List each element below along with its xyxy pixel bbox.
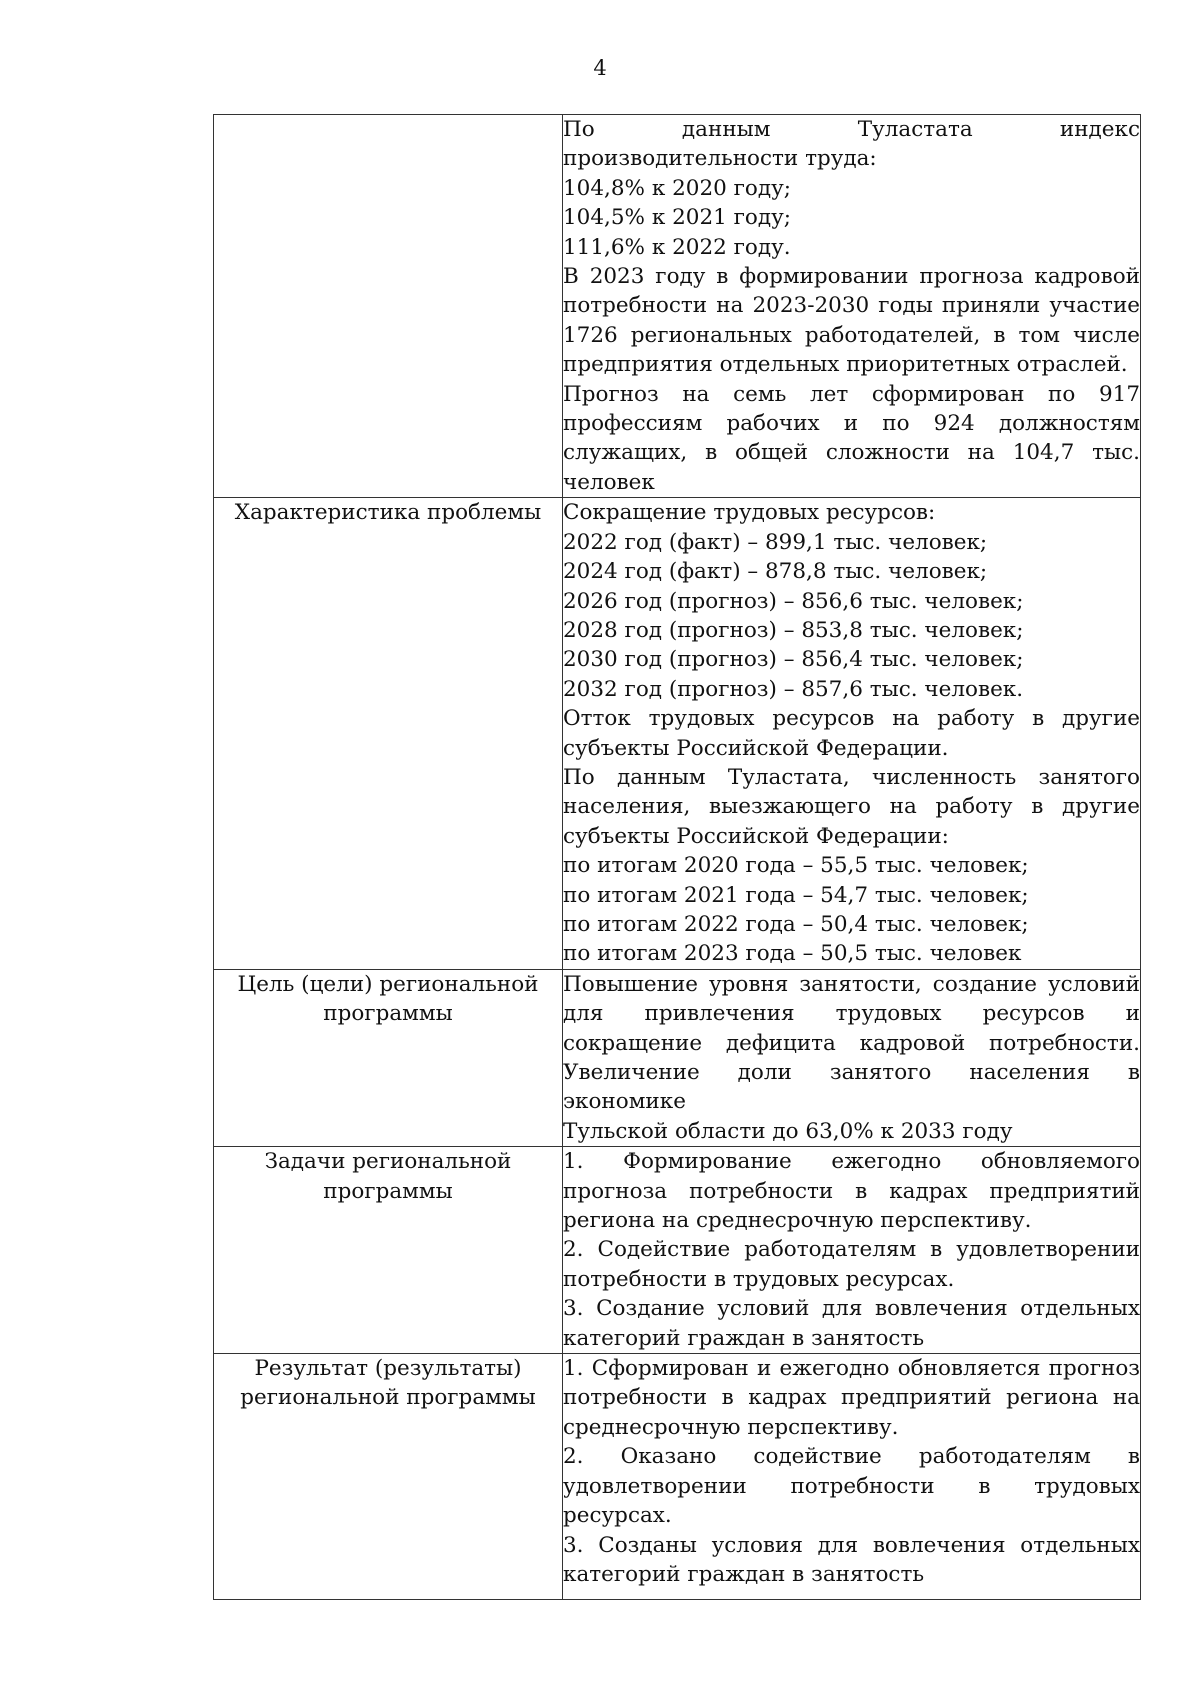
paragraph [563, 174, 1140, 203]
text-line: 104,5% к 2021 году; [563, 205, 791, 231]
paragraph [563, 1442, 1140, 1530]
row-problem-description [214, 498, 1141, 970]
text-line: человек [563, 469, 655, 495]
text-line: по итогам 2023 года – 50,5 тыс. человек [563, 941, 1022, 967]
paragraph [563, 587, 1140, 616]
text-line: 2. Содействие работодателям в удовлетворении [563, 1237, 1140, 1263]
text-line: Прогноз на семь лет сформирован по 917 [563, 381, 1140, 407]
paragraph [563, 380, 1140, 498]
text-line: 1. Формирование ежегодно обновляемого [563, 1149, 1140, 1175]
row-label-cell [214, 498, 563, 970]
text-line: 1726 региональных работодателей, в том числе [563, 322, 1140, 348]
paragraph [563, 939, 1140, 968]
paragraph [563, 910, 1140, 939]
paragraph [563, 1058, 1140, 1146]
text-line: производительности труда: [563, 146, 877, 172]
row-label: Цель (цели) региональной программы [237, 971, 539, 1027]
paragraph [563, 1531, 1140, 1590]
text-line: региона на среднесрочную перспективу. [563, 1208, 1032, 1234]
paragraph [563, 704, 1140, 763]
paragraph [563, 616, 1140, 645]
paragraph [563, 557, 1140, 586]
text-line: 2. Оказано содействие работодателям в [563, 1444, 1140, 1470]
paragraph [563, 645, 1140, 674]
text-line: по итогам 2021 года – 54,7 тыс. человек; [563, 882, 1029, 908]
row-content-cell [563, 1147, 1141, 1354]
text-line: субъекты Российской Федерации. [563, 735, 949, 761]
text-line: среднесрочную перспективу. [563, 1414, 899, 1440]
text-line: сокращение дефицита кадровой потребности. [563, 1030, 1140, 1056]
text-line: потребности в трудовых ресурсах. [563, 1266, 955, 1292]
program-passport-table [213, 114, 1141, 1600]
row-program-goals [214, 969, 1141, 1146]
paragraph [563, 498, 1140, 527]
row-content-cell [563, 115, 1141, 498]
paragraph [563, 1354, 1140, 1442]
paragraph [563, 763, 1140, 851]
row-content-cell [563, 498, 1141, 970]
text-line: В 2023 году в формировании прогноза кадровой [563, 264, 1140, 290]
text-line: по итогам 2020 года – 55,5 тыс. человек; [563, 853, 1029, 879]
text-line: Тульской области до 63,0% к 2033 году [563, 1118, 1013, 1144]
paragraph [563, 851, 1140, 880]
text-line: 2022 год (факт) – 899,1 тыс. человек; [563, 529, 988, 555]
row-label-cell [214, 115, 563, 498]
row-label-cell [214, 969, 563, 1146]
text-line: потребности на 2023-2030 годы приняли участие [563, 293, 1140, 319]
text-line: для привлечения трудовых ресурсов и [563, 1001, 1140, 1027]
row-content-cell [563, 969, 1141, 1146]
paragraph [563, 1147, 1140, 1235]
text-line: Повышение уровня занятости, создание условий [563, 971, 1140, 997]
page-number: 4 [593, 56, 607, 80]
text-line: по итогам 2022 года – 50,4 тыс. человек; [563, 911, 1029, 937]
text-line: По данным Туластата, численность занятого [563, 764, 1140, 790]
row-label-cell [214, 1354, 563, 1600]
row-label-cell [214, 1147, 563, 1354]
row-program-tasks [214, 1147, 1141, 1354]
text-line: ресурсах. [563, 1503, 672, 1529]
row-labour-productivity [214, 115, 1141, 498]
text-line: 2026 год (прогноз) – 856,6 тыс. человек; [563, 588, 1024, 614]
paragraph [563, 233, 1140, 262]
paragraph [563, 262, 1140, 380]
text-line: 111,6% к 2022 году. [563, 234, 791, 260]
text-line: Увеличение доли занятого населения в экономике [563, 1060, 1140, 1115]
text-line: населения, выезжающего на работу в другие [563, 794, 1140, 820]
paragraph [563, 970, 1140, 1058]
text-line: Сокращение трудовых ресурсов: [563, 500, 936, 526]
text-line: 104,8% к 2020 году; [563, 175, 791, 201]
text-line: 2030 год (прогноз) – 856,4 тыс. человек; [563, 647, 1024, 673]
paragraph [563, 881, 1140, 910]
text-line: категорий граждан в занятость [563, 1325, 925, 1351]
text-line: потребности в кадрах предприятий региона на [563, 1385, 1140, 1411]
text-line: 3. Создание условий для вовлечения отдельных [563, 1296, 1140, 1322]
text-line: прогноза потребности в кадрах предприятий [563, 1178, 1140, 1204]
text-line: удовлетворении потребности в трудовых [563, 1473, 1140, 1499]
text-line: служащих, в общей сложности на 104,7 тыс. [563, 440, 1140, 466]
row-label: Результат (результаты) региональной программы [240, 1356, 536, 1411]
table-body [214, 115, 1141, 1600]
paragraph [563, 203, 1140, 232]
paragraph [563, 528, 1140, 557]
row-program-results [214, 1354, 1141, 1600]
text-line: 1. Сформирован и ежегодно обновляется прогноз [563, 1356, 1140, 1382]
row-content-cell [563, 1354, 1141, 1600]
row-label: Характеристика проблемы [234, 500, 542, 526]
text-line: предприятия отдельных приоритетных отраслей. [563, 352, 1128, 378]
text-line: 2032 год (прогноз) – 857,6 тыс. человек. [563, 676, 1024, 702]
text-line: Отток трудовых ресурсов на работу в другие [563, 706, 1140, 732]
text-line: По данным Туластата индекс [563, 117, 1140, 142]
row-label: Задачи региональной программы [264, 1149, 512, 1204]
text-line: 2028 год (прогноз) – 853,8 тыс. человек; [563, 617, 1024, 643]
paragraph [563, 675, 1140, 704]
text-line: профессиям рабочих и по 924 должностям [563, 411, 1140, 437]
paragraph [563, 1235, 1140, 1294]
paragraph [563, 115, 1140, 174]
text-line: субъекты Российской Федерации: [563, 823, 949, 849]
text-line: категорий граждан в занятость [563, 1561, 925, 1587]
text-line: 2024 год (факт) – 878,8 тыс. человек; [563, 559, 988, 585]
text-line: 3. Созданы условия для вовлечения отдельных [563, 1532, 1140, 1558]
paragraph [563, 1294, 1140, 1353]
